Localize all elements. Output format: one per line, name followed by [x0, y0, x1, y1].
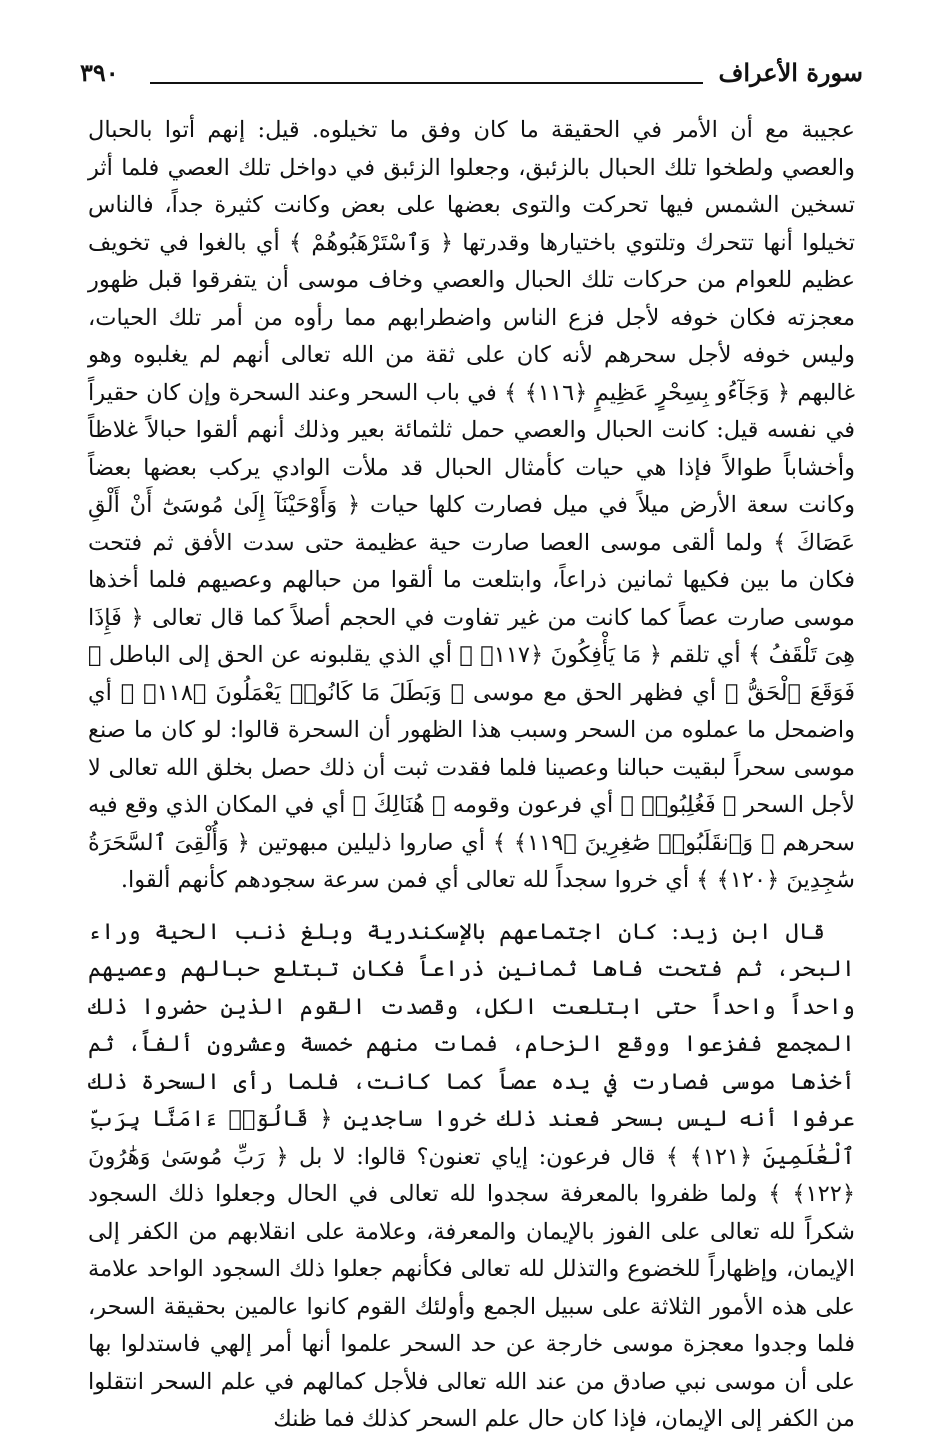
- page-number: ٣٩٠: [80, 58, 119, 87]
- page-header: [80, 56, 863, 96]
- surah-name: سورة الأعراف: [718, 58, 863, 87]
- commentary-text: [88, 112, 855, 1439]
- header-rule: [150, 82, 703, 84]
- paragraph-1: عجيبة مع أن الأمر في الحقيقة ما كان وفق ما تخيلوه. قيل: إنهم أتوا بالحبال والعصي ولطخوا تلك الحبال بالزئبق، وجعلوا الزئبق في دواخل تلك العصي فلما أثر تسخين الشمس فيها تحركت والتوى بعضها على بعض وكانت كثيرة جداً، فالناس تخيلوا أنها تتحرك وتلتوي باختيارها وقدرتها ﴿ وَٱسْتَرْهَبُوهُمْ ﴾ أي بالغوا في تخويف عظيم للعوام من حركات تلك الحبال والعصي وخاف موسى أن يتفرقوا قبل ظهور معجزته فكان خوفه لأجل فزع الناس واضطرابهم مما رأوه من أمر تلك الحيات، وليس خوفه لأجل سحرهم لأنه كان على ثقة من الله تعالى أنهم لم يغلبوه وهو غالبهم ﴿ وَجَآءُو بِسِحْرٍ عَظِيمٍ ﴿١١٦﴾ ﴾ في باب السحر وعند السحرة وإن كان حقيراً في نفسه قيل: كانت الحبال والعصي حمل ثلثمائة بعير وذلك أنهم ألقوا حبالاً غلاظاً وأخشاباً طوالاً فإذا هي حيات كأمثال الحبال قد ملأت الوادي يركب بعضها بعضاً وكانت سعة الأرض ميلاً في ميل فصارت كلها حيات ﴿ وَأَوْحَيْنَآ إِلَىٰ مُوسَىٰٓ أَنْ أَلْقِ عَصَاكَ ﴾ ولما ألقى موسى العصا صارت حية عظيمة حتى سدت الأفق ثم فتحت فكان ما بين فكيها ثمانين ذراعاً، وابتلعت ما ألقوا من حبالهم وعصيهم فلما أخذها موسى صارت عصاً كما كانت من غير تفاوت في الحجم أصلاً كما قال تعالى ﴿ فَإِذَا هِىَ تَلْقَفُ ﴾ أي تلقم ﴿ مَا يَأْفِكُونَ ﴿١١٧﴾ ﴾ أي الذي يقلبونه عن الحق إلى الباطل ﴿ فَوَقَعَ ٱلْحَقُّ ﴾ أي فظهر الحق مع موسى ﴿ وَبَطَلَ مَا كَانُوا۟ يَعْمَلُونَ ﴿١١٨﴾ ﴾ أي واضمحل ما عملوه من السحر وسبب هذا الظهور أن السحرة قالوا: لو كان ما صنع موسى سحراً لبقيت حبالنا وعصينا فلما فقدت ثبت أن ذلك حصل بخلق الله تعالى لا لأجل السحر ﴿ فَغُلِبُوا۟ ﴾ أي فرعون وقومه ﴿ هُنَالِكَ ﴾ أي في المكان الذي وقع فيه سحرهم ﴿ وَٱنقَلَبُوا۟ صَٰغِرِينَ ﴿١١٩﴾ ﴾ أي صاروا ذليلين مبهوتين ﴿ وَأُلْقِىَ ٱلسَّحَرَةُ سَٰجِدِينَ ﴿١٢٠﴾ ﴾ أي خروا سجداً لله تعالى أي فمن سرعة سجودهم كأنهم ألقوا.: [88, 117, 856, 893]
- paragraph-2: قال ابن زيد: كان اجتماعهم بالإسكندرية وبلغ ذنب الحية وراء البحر، ثم فتحت فاها ثمانين ذراعاً فكان تبتلع حبالهم وعصيهم واحداً واحداً حتى ابتلعت الكل، وقصدت القوم الذين حضروا ذلك المجمع ففزعوا ووقع الزحام، فمات منهم خمسة وعشرون ألفاً، ثم أخذها موسى فصارت في يده عصاً كما كانت، فلما رأى السحرة ذلك عرفوا أنه ليس بسحر فعند ذلك خروا ساجدين ﴿ قَالُوٓا۟ ءَامَنَّا بِرَبِّ ٱلْعَٰلَمِينَ ﴿١٢١﴾ ﴾ قال فرعون: إياي تعنون؟ قالوا: لا بل ﴿ رَبِّ مُوسَىٰ وَهَٰرُونَ ﴿١٢٢﴾ ﴾ ولما ظفروا بالمعرفة سجدوا لله تعالى في الحال وجعلوا ذلك السجود شكراً لله تعالى على الفوز بالإيمان والمعرفة، وعلامة على انقلابهم من الكفر إلى الإيمان، وإظهاراً للخضوع والتذلل لله تعالى فكأنهم جعلوا ذلك السجود الواحد علامة على هذه الأمور الثلاثة على سبيل الجمع وأولئك القوم كانوا عالمين بحقيقة السحر، فلما وجدوا معجزة موسى خارجة عن حد السحر علموا أنها أمر إلهي فاستدلوا بها على أن موسى نبي صادق من عند الله تعالى فلأجل كمالهم في علم السحر انتقلوا من الكفر إلى الإيمان، فإذا كان حال علم السحر كذلك فما ظنك: [88, 918, 855, 1432]
